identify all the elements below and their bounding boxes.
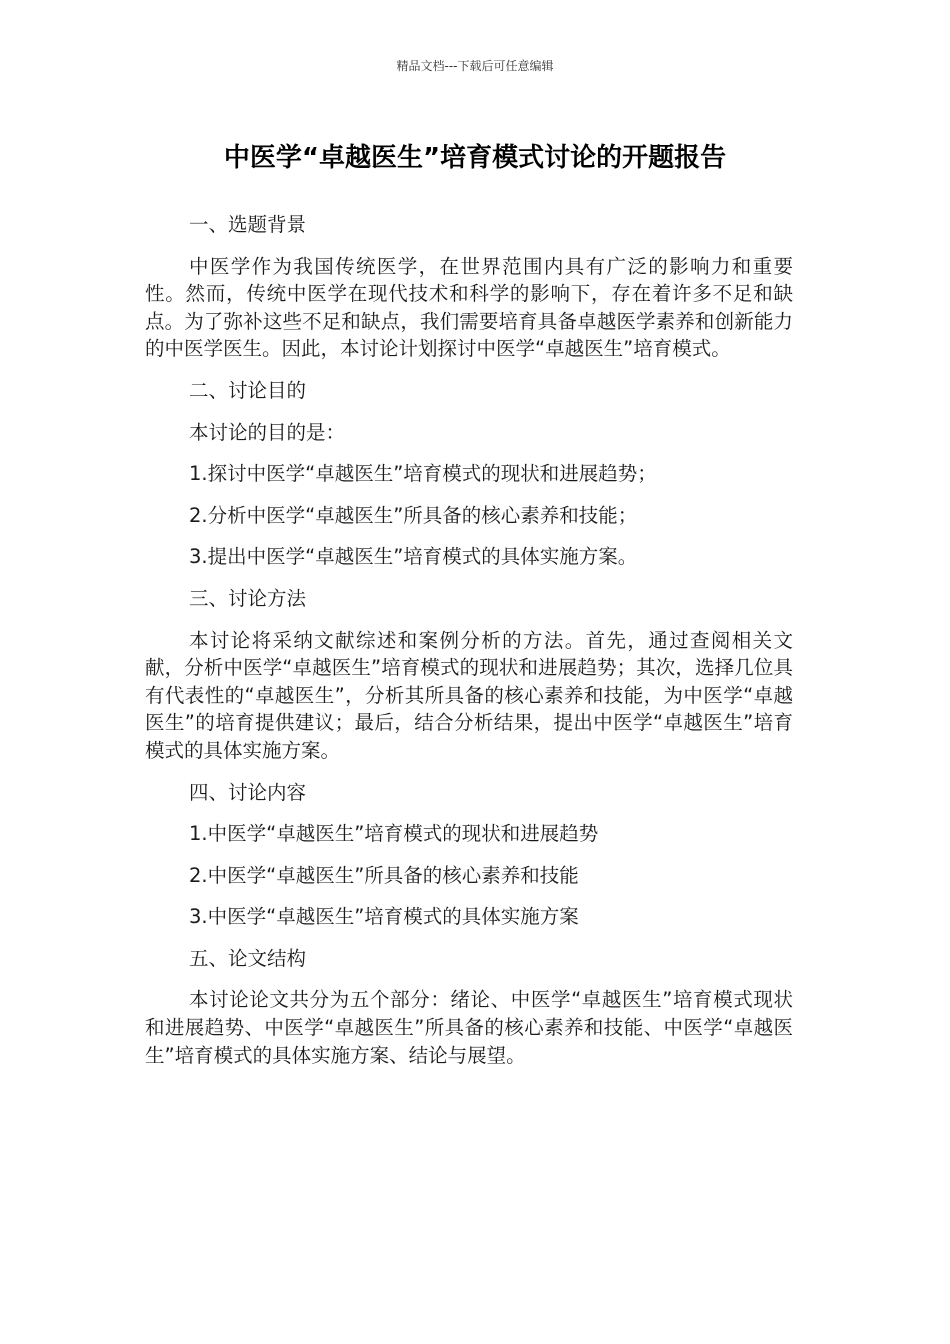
paragraph-background: 中医学作为我国传统医学，在世界范围内具有广泛的影响力和重要性。然而，传统中医学在现代技术和科学的影响下，存在着许多不足和缺点。为了弥补这些不足和缺点，我们需要培育具备卓越医学素养和创新能力的中医学医生。因此，本讨论计划探讨中医学“卓越医生”培育模式。 xyxy=(145,254,793,361)
paragraph-purpose-intro: 本讨论的目的是： xyxy=(189,420,346,444)
section-heading-structure: 五、论文结构 xyxy=(189,946,307,970)
document-title: 中医学“卓越医生”培育模式讨论的开题报告 xyxy=(223,143,727,173)
list-item-content-2: 2.中医学“卓越医生”所具备的核心素养和技能 xyxy=(189,863,579,887)
paragraph-method: 本讨论将采纳文献综述和案例分析的方法。首先，通过查阅相关文献，分析中医学“卓越医生”培育模式的现状和进展趋势；其次，选择几位具有代表性的“卓越医生”，分析其所具备的核心素养和技能，为中医学“卓越医生”的培育提供建议；最后，结合分析结果，提出中医学“卓越医生”培育模式的具体实施方案。 xyxy=(145,628,793,762)
list-item-purpose-1: 1.探讨中医学“卓越医生”培育模式的现状和进展趋势； xyxy=(189,462,657,486)
section-heading-purpose: 二、讨论目的 xyxy=(189,378,307,402)
list-item-purpose-2: 2.分析中医学“卓越医生”所具备的核心素养和技能； xyxy=(189,503,638,527)
document-body xyxy=(145,211,793,1083)
section-heading-content: 四、讨论内容 xyxy=(189,780,307,804)
section-heading-method: 三、讨论方法 xyxy=(189,586,307,610)
paragraph-structure: 本讨论论文共分为五个部分：绪论、中医学“卓越医生”培育模式现状和进展趋势、中医学“卓越医生”所具备的核心素养和技能、中医学“卓越医生”培育模式的具体实施方案、结论与展望。 xyxy=(145,988,793,1067)
section-heading-background: 一、选题背景 xyxy=(189,213,307,236)
list-item-purpose-3: 3.提出中医学“卓越医生”培育模式的具体实施方案。 xyxy=(189,545,638,569)
list-item-content-1: 1.中医学“卓越医生”培育模式的现状和进展趋势 xyxy=(189,822,599,846)
header-note: 精品文档---下载后可任意编辑 xyxy=(396,59,554,73)
list-item-content-3: 3.中医学“卓越医生”培育模式的具体实施方案 xyxy=(189,905,579,929)
